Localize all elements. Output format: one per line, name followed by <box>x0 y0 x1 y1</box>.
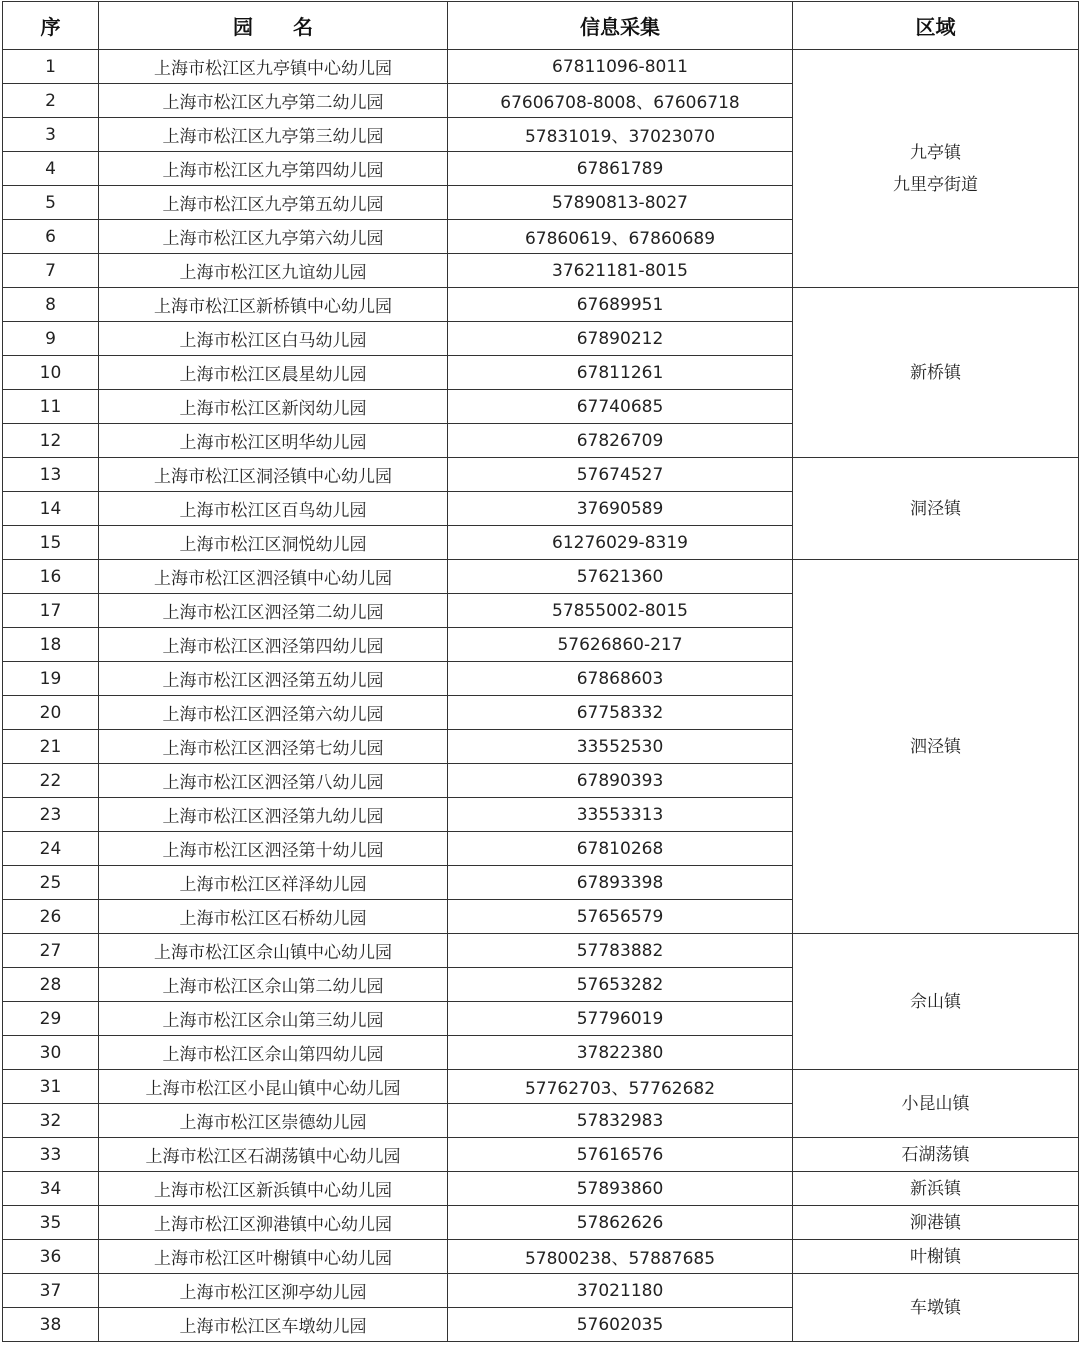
header-name: 园 名 <box>99 2 448 50</box>
region-label: 车墩镇 <box>910 1297 961 1318</box>
cell-no: 38 <box>3 1308 99 1342</box>
cell-name: 上海市松江区新闵幼儿园 <box>99 390 448 424</box>
cell-no: 7 <box>3 254 99 288</box>
cell-name: 上海市松江区九亭第二幼儿园 <box>99 84 448 118</box>
cell-name: 上海市松江区九亭第六幼儿园 <box>99 220 448 254</box>
table-row <box>3 1240 1079 1274</box>
cell-no: 11 <box>3 390 99 424</box>
cell-name: 上海市松江区泗泾第五幼儿园 <box>99 662 448 696</box>
region-label: 小昆山镇 <box>901 1093 970 1114</box>
region-label: 洞泾镇 <box>910 498 961 519</box>
cell-name: 上海市松江区泗泾第六幼儿园 <box>99 696 448 730</box>
cell-name: 上海市松江区泖亭幼儿园 <box>99 1274 448 1308</box>
cell-name: 上海市松江区泗泾第二幼儿园 <box>99 594 448 628</box>
cell-contact: 67890393 <box>448 764 793 798</box>
cell-contact: 57831019、37023070 <box>448 118 793 152</box>
cell-no: 10 <box>3 356 99 390</box>
cell-contact: 57762703、57762682 <box>448 1070 793 1104</box>
cell-contact: 57890813-8027 <box>448 186 793 220</box>
cell-name: 上海市松江区泗泾第四幼儿园 <box>99 628 448 662</box>
table-row <box>3 560 1079 594</box>
cell-no: 12 <box>3 424 99 458</box>
region-label: 九亭镇 <box>910 142 961 163</box>
table-row <box>3 1138 1079 1172</box>
cell-no: 3 <box>3 118 99 152</box>
cell-contact: 57783882 <box>448 934 793 968</box>
cell-contact: 67810268 <box>448 832 793 866</box>
cell-region <box>793 458 1079 560</box>
cell-name: 上海市松江区佘山第二幼儿园 <box>99 968 448 1002</box>
cell-name: 上海市松江区泗泾第九幼儿园 <box>99 798 448 832</box>
region-label: 新浜镇 <box>910 1178 961 1199</box>
table-row <box>3 1206 1079 1240</box>
cell-no: 23 <box>3 798 99 832</box>
table-row <box>3 1070 1079 1104</box>
header-contact: 信息采集 <box>448 2 793 50</box>
cell-no: 35 <box>3 1206 99 1240</box>
table-row <box>3 1274 1079 1308</box>
region-label: 泖港镇 <box>910 1212 961 1233</box>
cell-region <box>793 1172 1079 1206</box>
cell-contact: 37690589 <box>448 492 793 526</box>
cell-no: 6 <box>3 220 99 254</box>
cell-contact: 67811261 <box>448 356 793 390</box>
cell-name: 上海市松江区车墩幼儿园 <box>99 1308 448 1342</box>
cell-contact: 67606708-8008、67606718 <box>448 84 793 118</box>
cell-name: 上海市松江区白马幼儿园 <box>99 322 448 356</box>
region-label: 叶榭镇 <box>910 1246 961 1267</box>
region-label: 泗泾镇 <box>910 736 961 757</box>
cell-no: 24 <box>3 832 99 866</box>
cell-no: 28 <box>3 968 99 1002</box>
cell-region <box>793 1206 1079 1240</box>
cell-no: 34 <box>3 1172 99 1206</box>
cell-contact: 67740685 <box>448 390 793 424</box>
cell-contact: 37021180 <box>448 1274 793 1308</box>
cell-name: 上海市松江区新浜镇中心幼儿园 <box>99 1172 448 1206</box>
cell-name: 上海市松江区石桥幼儿园 <box>99 900 448 934</box>
cell-no: 22 <box>3 764 99 798</box>
cell-contact: 57800238、57887685 <box>448 1240 793 1274</box>
cell-name: 上海市松江区九亭镇中心幼儿园 <box>99 50 448 84</box>
header-row <box>3 2 1079 50</box>
cell-no: 14 <box>3 492 99 526</box>
cell-contact: 67758332 <box>448 696 793 730</box>
cell-name: 上海市松江区九亭第五幼儿园 <box>99 186 448 220</box>
cell-no: 19 <box>3 662 99 696</box>
table-row <box>3 288 1079 322</box>
cell-name: 上海市松江区明华幼儿园 <box>99 424 448 458</box>
cell-contact: 57621360 <box>448 560 793 594</box>
cell-name: 上海市松江区泗泾第八幼儿园 <box>99 764 448 798</box>
cell-name: 上海市松江区洞泾镇中心幼儿园 <box>99 458 448 492</box>
cell-name: 上海市松江区九谊幼儿园 <box>99 254 448 288</box>
cell-contact: 57656579 <box>448 900 793 934</box>
cell-contact: 67860619、67860689 <box>448 220 793 254</box>
region-label: 新桥镇 <box>910 362 961 383</box>
cell-name: 上海市松江区九亭第四幼儿园 <box>99 152 448 186</box>
cell-no: 36 <box>3 1240 99 1274</box>
cell-contact: 57796019 <box>448 1002 793 1036</box>
cell-contact: 67811096-8011 <box>448 50 793 84</box>
region-label: 佘山镇 <box>910 991 961 1012</box>
cell-no: 21 <box>3 730 99 764</box>
cell-name: 上海市松江区百鸟幼儿园 <box>99 492 448 526</box>
cell-contact: 57862626 <box>448 1206 793 1240</box>
cell-contact: 67689951 <box>448 288 793 322</box>
cell-name: 上海市松江区佘山第三幼儿园 <box>99 1002 448 1036</box>
cell-contact: 67826709 <box>448 424 793 458</box>
cell-contact: 57616576 <box>448 1138 793 1172</box>
cell-region <box>793 1138 1079 1172</box>
cell-name: 上海市松江区小昆山镇中心幼儿园 <box>99 1070 448 1104</box>
cell-name: 上海市松江区佘山第四幼儿园 <box>99 1036 448 1070</box>
header-region: 区域 <box>793 2 1079 50</box>
cell-contact: 33553313 <box>448 798 793 832</box>
cell-name: 上海市松江区晨星幼儿园 <box>99 356 448 390</box>
cell-no: 9 <box>3 322 99 356</box>
region-label: 九里亭街道 <box>893 174 978 195</box>
kindergarten-table <box>2 1 1079 1342</box>
cell-contact: 37822380 <box>448 1036 793 1070</box>
table-row <box>3 934 1079 968</box>
table-row <box>3 458 1079 492</box>
cell-contact: 37621181-8015 <box>448 254 793 288</box>
cell-name: 上海市松江区泗泾第七幼儿园 <box>99 730 448 764</box>
cell-name: 上海市松江区叶榭镇中心幼儿园 <box>99 1240 448 1274</box>
cell-no: 27 <box>3 934 99 968</box>
cell-region <box>793 1070 1079 1138</box>
cell-no: 16 <box>3 560 99 594</box>
cell-contact: 57626860-217 <box>448 628 793 662</box>
cell-region <box>793 560 1079 934</box>
cell-name: 上海市松江区祥泽幼儿园 <box>99 866 448 900</box>
cell-no: 25 <box>3 866 99 900</box>
cell-no: 32 <box>3 1104 99 1138</box>
table-row <box>3 50 1079 84</box>
cell-name: 上海市松江区崇德幼儿园 <box>99 1104 448 1138</box>
cell-name: 上海市松江区泗泾镇中心幼儿园 <box>99 560 448 594</box>
cell-no: 33 <box>3 1138 99 1172</box>
cell-region <box>793 1240 1079 1274</box>
cell-contact: 57653282 <box>448 968 793 1002</box>
cell-no: 13 <box>3 458 99 492</box>
cell-region <box>793 50 1079 288</box>
cell-region <box>793 288 1079 458</box>
cell-no: 4 <box>3 152 99 186</box>
cell-no: 8 <box>3 288 99 322</box>
cell-no: 15 <box>3 526 99 560</box>
cell-contact: 57855002-8015 <box>448 594 793 628</box>
header-no: 序 <box>3 2 99 50</box>
cell-name: 上海市松江区新桥镇中心幼儿园 <box>99 288 448 322</box>
region-label: 石湖荡镇 <box>901 1144 970 1165</box>
cell-name: 上海市松江区石湖荡镇中心幼儿园 <box>99 1138 448 1172</box>
cell-region <box>793 934 1079 1070</box>
table-body <box>3 50 1079 1342</box>
cell-no: 30 <box>3 1036 99 1070</box>
cell-contact: 67868603 <box>448 662 793 696</box>
cell-contact: 61276029-8319 <box>448 526 793 560</box>
cell-contact: 57832983 <box>448 1104 793 1138</box>
cell-no: 17 <box>3 594 99 628</box>
cell-name: 上海市松江区佘山镇中心幼儿园 <box>99 934 448 968</box>
cell-contact: 67890212 <box>448 322 793 356</box>
cell-name: 上海市松江区泗泾第十幼儿园 <box>99 832 448 866</box>
cell-contact: 57674527 <box>448 458 793 492</box>
cell-no: 5 <box>3 186 99 220</box>
cell-no: 31 <box>3 1070 99 1104</box>
cell-contact: 67893398 <box>448 866 793 900</box>
cell-name: 上海市松江区泖港镇中心幼儿园 <box>99 1206 448 1240</box>
cell-contact: 57602035 <box>448 1308 793 1342</box>
cell-no: 1 <box>3 50 99 84</box>
cell-no: 37 <box>3 1274 99 1308</box>
cell-contact: 33552530 <box>448 730 793 764</box>
cell-contact: 67861789 <box>448 152 793 186</box>
cell-no: 18 <box>3 628 99 662</box>
cell-name: 上海市松江区九亭第三幼儿园 <box>99 118 448 152</box>
cell-no: 26 <box>3 900 99 934</box>
cell-name: 上海市松江区洞悦幼儿园 <box>99 526 448 560</box>
cell-region <box>793 1274 1079 1342</box>
cell-contact: 57893860 <box>448 1172 793 1206</box>
table-row <box>3 1172 1079 1206</box>
cell-no: 2 <box>3 84 99 118</box>
cell-no: 29 <box>3 1002 99 1036</box>
cell-no: 20 <box>3 696 99 730</box>
